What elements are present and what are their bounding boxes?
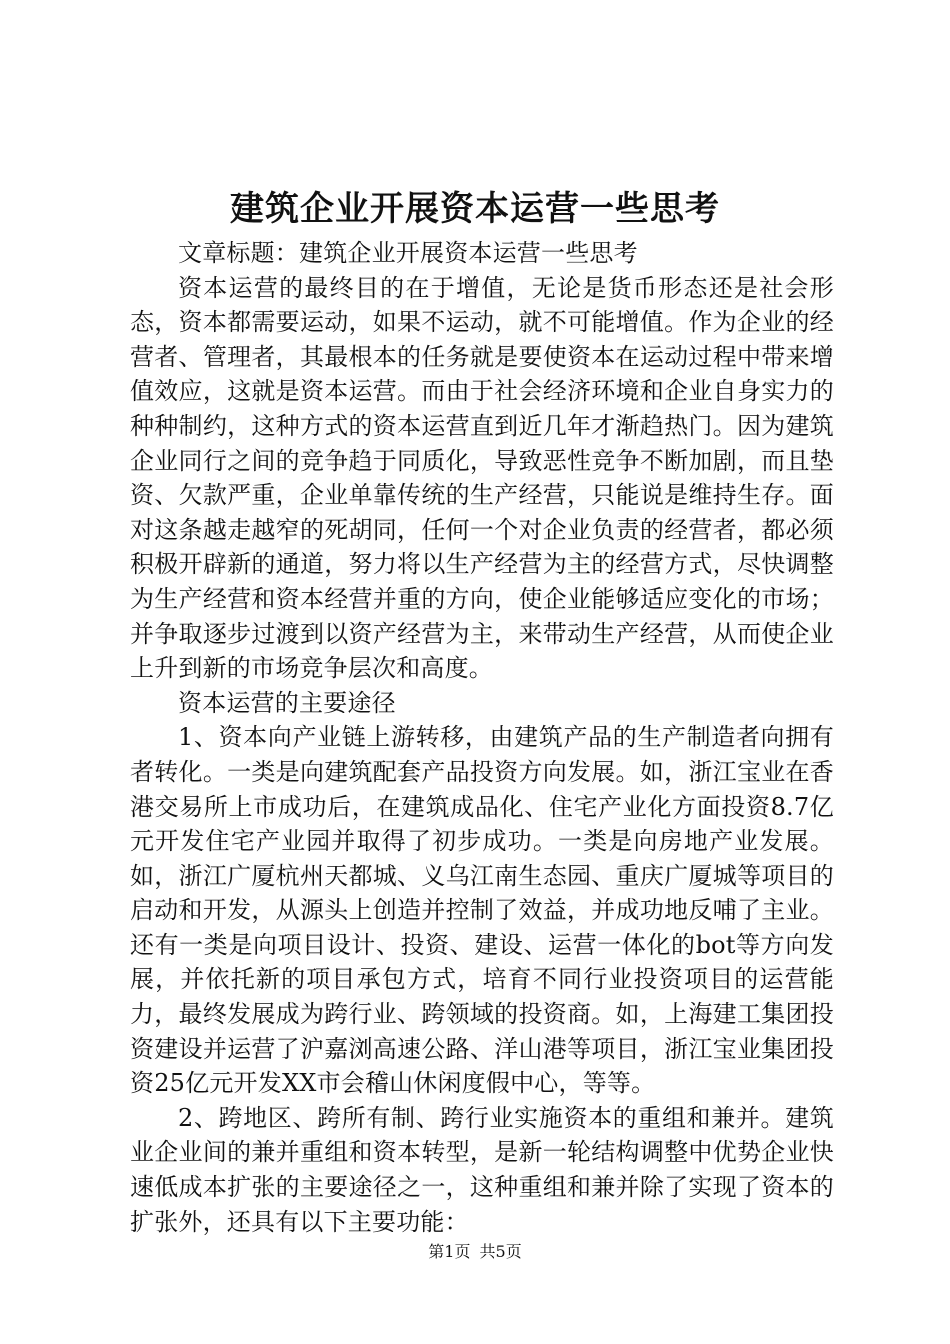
- document-body: [130, 236, 834, 1239]
- article-title-line: 文章标题：建筑企业开展资本运营一些思考: [178, 239, 638, 267]
- paragraph-point-1: 1、资本向产业链上游转移，由建筑产品的生产制造者向拥有者转化。一类是向建筑配套产品投资方向发展。如，浙江宝业在香港交易所上市成功后，在建筑成品化、住宅产业化方面投资8.7亿元开发住宅产业园并取得了初步成功。一类是向房地产业发展。如，浙江广厦杭州天都城、义乌江南生态园、重庆广厦城等项目的启动和开发，从源头上创造并控制了效益，并成功地反哺了主业。还有一类是向项目设计、投资、建设、运营一体化的bot等方向发展，并依托新的项目承包方式，培育不同行业投资项目的运营能力，最终发展成为跨行业、跨领域的投资商。如，上海建工集团投资建设并运营了沪嘉浏高速公路、洋山港等项目，浙江宝业集团投资25亿元开发XX市会稽山休闲度假中心，等等。: [130, 723, 834, 1098]
- section-heading: 资本运营的主要途径: [178, 688, 396, 717]
- page-footer: [0, 1240, 950, 1264]
- page-number: 第1页: [428, 1242, 471, 1261]
- document-title: 建筑企业开展资本运营一些思考: [230, 189, 720, 229]
- page-total: 共5页: [479, 1242, 522, 1261]
- intro-paragraph: 资本运营的最终目的在于增值，无论是货币形态还是社会形态，资本都需要运动，如果不运动，就不可能增值。作为企业的经营者、管理者，其最根本的任务就是要使资本在运动过程中带来增值效应，这就是资本运营。而由于社会经济环境和企业自身实力的种种制约，这种方式的资本运营直到近几年才渐趋热门。因为建筑企业同行之间的竞争趋于同质化，导致恶性竞争不断加剧，而且垫资、欠款严重，企业单靠传统的生产经营，只能说是维持生存。面对这条越走越窄的死胡同，任何一个对企业负责的经营者，都必须积极开辟新的通道，努力将以生产经营为主的经营方式，尽快调整为生产经营和资本经营并重的方向，使企业能够适应变化的市场；并争取逐步过渡到以资产经营为主，来带动生产经营，从而使企业上升到新的市场竞争层次和高度。: [130, 273, 834, 683]
- paragraph-point-2: 2、跨地区、跨所有制、跨行业实施资本的重组和兼并。建筑业企业间的兼并重组和资本转型，是新一轮结构调整中优势企业快速低成本扩张的主要途径之一，这种重组和兼并除了实现了资本的扩张外，还具有以下主要功能：: [130, 1103, 834, 1236]
